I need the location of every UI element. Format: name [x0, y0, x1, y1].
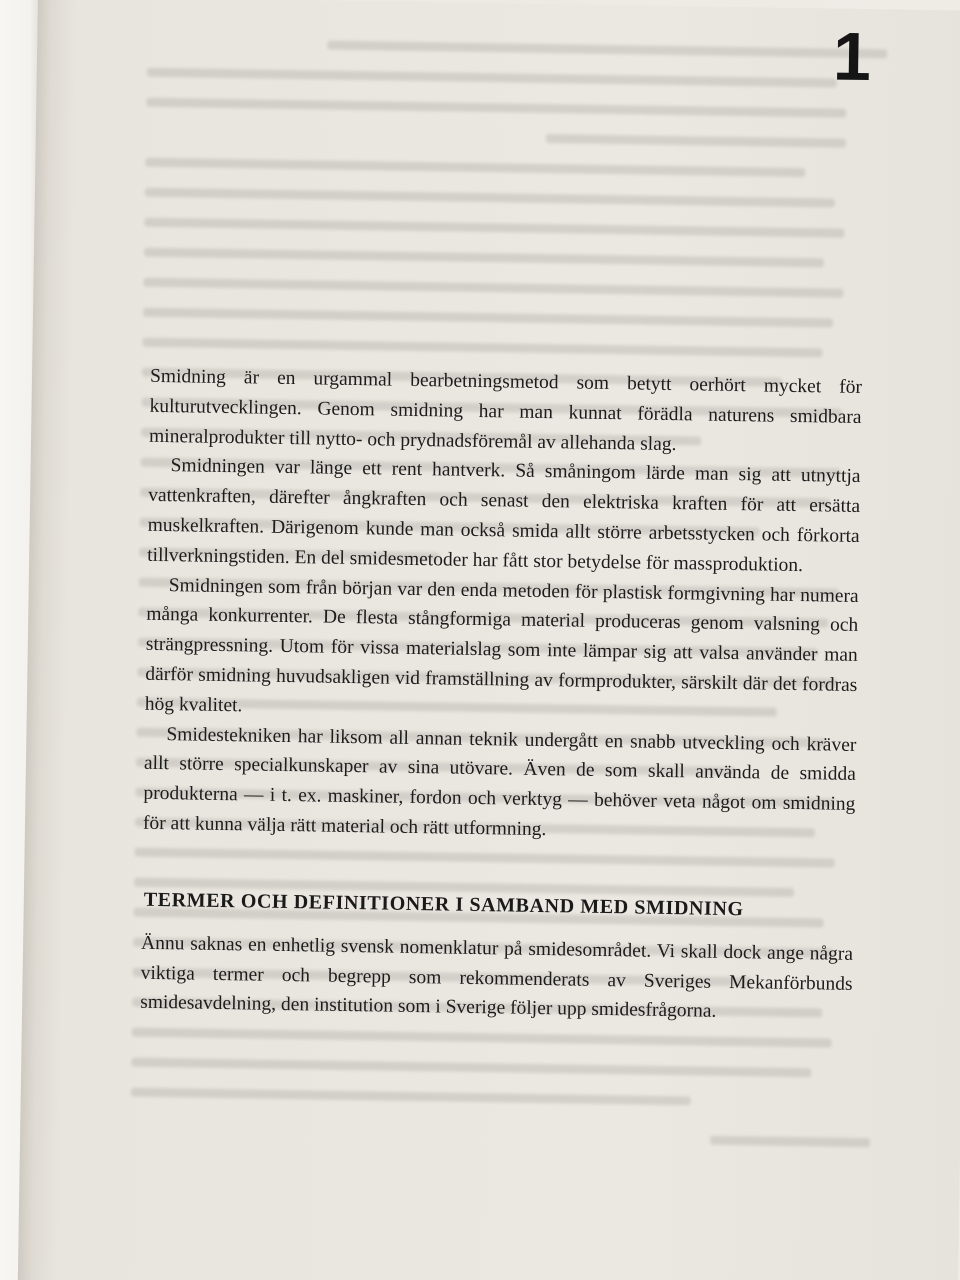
- body-paragraph: Smidestekniken har liksom all annan teknik undergått en snabb utveckling och kräver allt större specialkunskaper av sina utövare. Även de som skall använda de smidda produkterna — i t. ex. maskiner, fordon och verktyg — behöver veta något om smidning för att kunna välja rätt material och rätt utformning.: [142, 723, 857, 841]
- section-paragraph: Ännu saknas en enhetlig svensk nomenklatur på smidesområdet. Vi skall dock ange några viktiga termer och begrepp som rekommenderats av Sveriges Mekanförbunds smidesavdelning, den institution som i Sverige följer upp smidesfrågorna.: [140, 932, 854, 1023]
- body-paragraph: Smidningen var länge ett rent hantverk. Så småningom lärde man sig att utnyttja vattenkraften, därefter ångkraften och senast den elektriska kraften för att ersätta muskelkraften. Därigenom kunde man också smida allt större arbetsstycken och förkorta tillverkningstiden. En del smidesmetoder har fått stor betydelse för massproduktion.: [147, 455, 861, 576]
- chapter-number: 1: [832, 18, 872, 96]
- section-heading: TERMER OCH DEFINITIONER I SAMBAND MED SMIDNING: [143, 888, 744, 920]
- book-page: [18, 0, 960, 1280]
- page-body: [140, 362, 862, 1029]
- body-paragraph: Smidningen som från början var den enda metoden för plastisk formgivning har numera många konkurrenter. De flesta stångformiga material produceras genom valsning och strängpressning. Utom för vissa materialslag som inte lämpar sig att valsa använder man därför smidning huvudsakligen vid framställning av formprodukter, särskilt där det fordras hög kvalitet.: [144, 574, 859, 717]
- body-paragraph: Smidning är en urgammal bearbetningsmetod som betytt oerhört mycket för kulturutvecklingen. Genom smidning har man kunnat förädla naturens smidbara mineralprodukter till nytto- och prydnadsföremål av allehanda slag.: [148, 365, 863, 455]
